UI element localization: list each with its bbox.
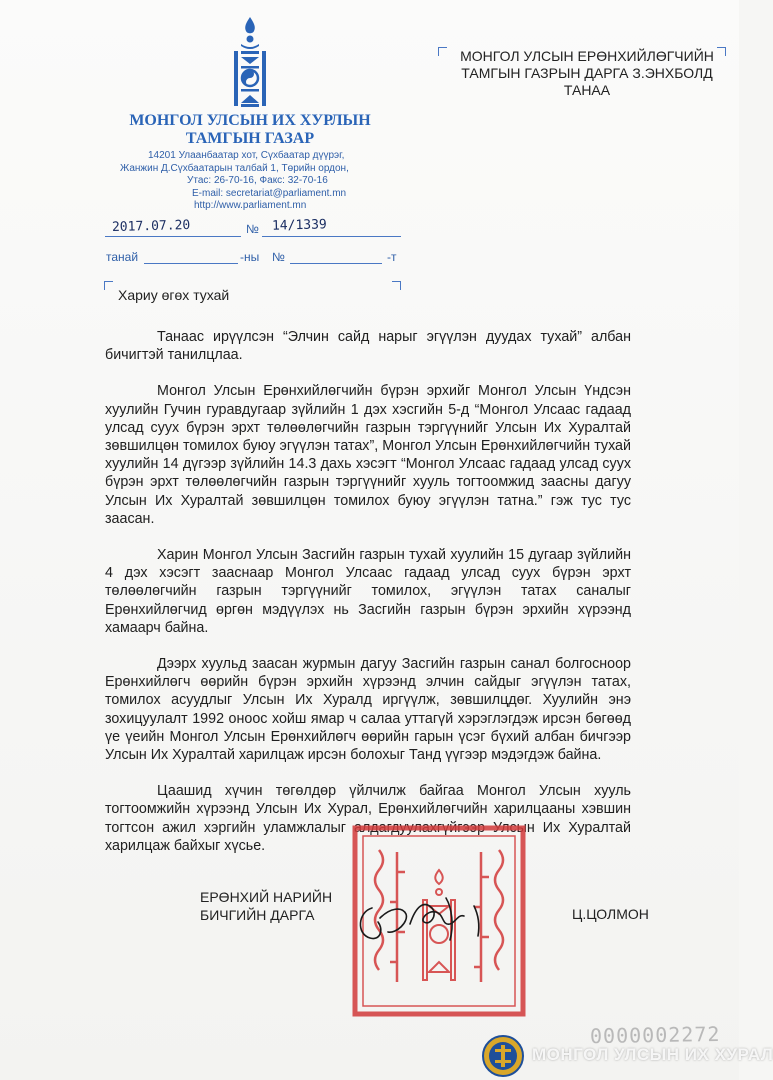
corner-mark — [104, 281, 113, 290]
addressee-line2: ТАМГЫН ГАЗРЫН ДАРГА З.ЭНХБОЛД — [461, 65, 713, 81]
address-line: Жанжин Д.Сүхбаатарын талбай 1, Төрийн ордон, — [120, 162, 349, 174]
website-link[interactable]: http://www.parliament.mn — [194, 200, 307, 211]
handwritten-signature — [350, 888, 500, 948]
nyy-label: -ны — [240, 250, 260, 264]
handwritten-number: 14/1339 — [271, 217, 327, 234]
watermark-text: МОНГОЛ УЛСЫН ИХ ХУРАЛ — [532, 1045, 773, 1064]
addressee-line1: МОНГОЛ УЛСЫН ЕРӨНХИЙЛӨГЧИЙН — [460, 48, 714, 64]
email-link[interactable]: E-mail: secretariat@parliament.mn — [192, 187, 347, 199]
body-paragraph: Харин Монгол Улсын Засгийн газрын тухай хуулийн 15 дугаар зүйлийн 4 дэх хэсэгт зааснаар Монгол Улсаас гадаад улсад суух бүрэн эрхт төлөөлөгчийн газрын тэргүүнийг томилох, эгүүлэн татах саналыг Ерөнхийлөгчид өргөн мэдүүлэх нь Засгийн газрын бүрэн эрхийн хүрээнд хамаарч байна. — [105, 547, 631, 636]
tanai-underline — [144, 263, 238, 264]
address-line: 14201 Улаанбаатар хот, Сүхбаатар дүүрэг, — [148, 150, 345, 161]
signatory-title-line2: БИЧГИЙН ДАРГА — [200, 907, 315, 923]
tanai-label: танай — [106, 250, 139, 264]
signatory-name: Ц.ЦОЛМОН — [572, 906, 649, 922]
body-paragraph: Цаашид хүчин төгөлдөр үйлчилж байгаа Монгол Улсын хууль тогтоомжийн хүрээнд Улсын Их Хурал, Ерөнхийлөгчийн харилцааны хэвшин тогтсон ажил хэргийн уламжлалыг алдагдуулахгүйгээр Улсын Их Хуралтай харилцаж байхыг хүсье. — [105, 783, 631, 854]
addressee-block — [452, 48, 722, 99]
handwritten-date: 2017.07.20 — [111, 217, 191, 236]
parliament-logo-icon — [482, 1035, 524, 1077]
number-underline — [262, 236, 401, 237]
subject-line: Хариу өгөх тухай — [118, 287, 230, 303]
number-label: № — [246, 222, 259, 236]
soyombo-emblem-icon — [228, 15, 272, 110]
serial-number: 0000002272 — [589, 1021, 721, 1049]
organization-name — [110, 112, 390, 148]
signatory-title — [200, 888, 332, 924]
corner-mark — [438, 47, 447, 56]
org-name-line1: МОНГОЛ УЛСЫН ИХ ХУРЛЫН — [129, 112, 371, 129]
letter-body — [105, 328, 631, 873]
organization-address — [110, 150, 400, 213]
number2-underline — [290, 263, 382, 264]
phone-fax: Утас: 26-70-16, Факс: 32-70-16 — [187, 175, 328, 186]
body-paragraph: Монгол Улсын Ерөнхийлөгчийн бүрэн эрхийг Монгол Улсын Үндсэн хуулийн Гучин гуравдугаар зүйлийн 1 дэх хэсгийн 5-д “Монгол Улсаас гадаад улсад суух бүрэн эрхт төлөөлөгчийн газрын тэргүүнийг Улсын Их Хуралтай зөвшилцөн томилох буюу эгүүлэн татах”, Монгол Улсын Ерөнхийлөгчийн тухай хуулийн 14 дүгээр зүйлийн 14.3 дахь хэсэгт “Монгол Улсаас гадаад улсад суух бүрэн эрхт төлөөлөгчийн газрын тэргүүнийг хууль тогтоомжид заасны дагуу Улсын Их Хуралтай зөвшилцөн томилох буюу эгүүлэн татна.” гэж тус тус заасан. — [105, 383, 631, 527]
org-name-line2: ТАМГЫН ГАЗАР — [185, 130, 315, 147]
number2-label: № — [272, 250, 285, 264]
date-underline — [105, 236, 241, 237]
t-label: -т — [387, 250, 397, 264]
addressee-line3: ТАНАА — [563, 82, 611, 98]
body-paragraph: Дээрх хуульд заасан журмын дагуу Засгийн газрын санал болгосноор Ерөнхийлөгч өөрийн бүрэн эрхийн хүрээнд элчин сайдыг эгүүлэн татах, томилох асуудлыг Улсын Их Хуралд иргүүлж, зөвшилцдөг. Хуулийн энэ зохицуулалт 1992 оноос хойш ямар ч салаа уттагүй хэрэглэгдэж ирсэн бөгөөд үе үеийн Монгол Улсын Ерөнхийлөгч өөрийн гарын үсэг бүхий албан бичгээр Улсын Их Хуралтай харилцаж ирсэн болохыг Танд үүгээр мэдэгдэж байна. — [105, 656, 631, 764]
signatory-title-line1: ЕРӨНХИЙ НАРИЙН — [200, 889, 333, 905]
body-paragraph: Танаас ирүүлсэн “Элчин сайд нарыг эгүүлэн дуудах тухай” албан бичигтэй танилцлаа. — [105, 329, 631, 364]
corner-mark — [392, 281, 401, 290]
